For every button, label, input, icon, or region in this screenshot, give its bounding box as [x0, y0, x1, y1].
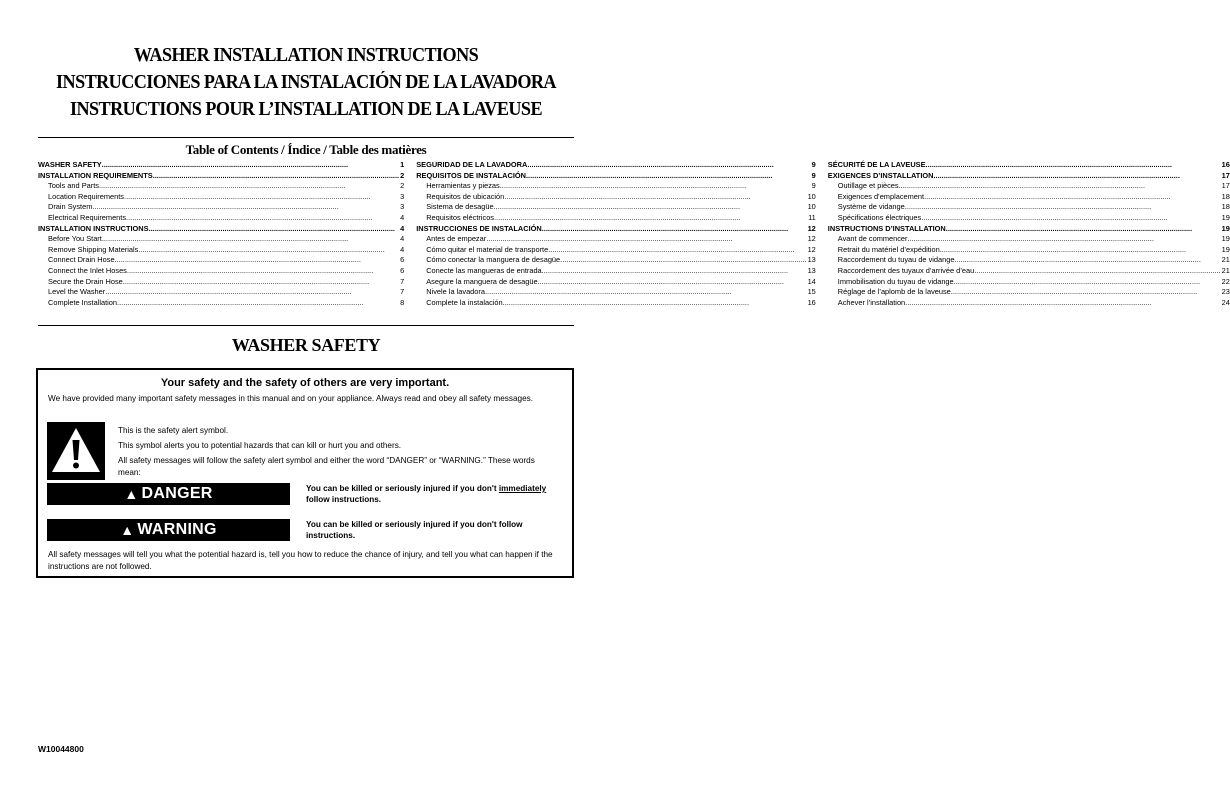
toc-entry-page: 12	[807, 244, 816, 254]
toc-entry-label: Exigences d’emplacement	[837, 191, 925, 201]
alert-triangle-icon: ▲	[124, 486, 139, 502]
document-titles	[0, 42, 612, 123]
toc-leader-dots	[494, 213, 807, 224]
toc-entry	[38, 202, 404, 213]
toc-entry	[416, 234, 816, 245]
toc-entry	[828, 234, 1230, 245]
toc-entry-page: 18	[1221, 191, 1230, 201]
toc-entry	[828, 181, 1230, 192]
danger-text: You can be killed or seriously injured if you don't	[306, 484, 499, 493]
toc-entry-label: Immobilisation du tuyau de vidange	[837, 276, 954, 286]
toc-entry-label: Complete Installation	[48, 297, 118, 307]
toc-entry-page: 3	[400, 202, 405, 212]
toc-entry-label: Achever l’installation	[837, 297, 906, 307]
toc-leader-dots	[954, 277, 1221, 288]
danger-signal-box	[47, 483, 290, 505]
toc-entry-label: Complete la instalación	[426, 297, 503, 307]
toc-entry-page: 9	[811, 181, 816, 191]
toc-entry	[38, 181, 404, 192]
toc-entry-page: 6	[400, 265, 405, 275]
toc-leader-dots	[926, 160, 1221, 171]
toc-leader-dots	[117, 298, 399, 309]
toc-entry-page: 16	[807, 297, 816, 307]
toc-entry	[416, 171, 816, 182]
toc-entry	[38, 192, 404, 203]
toc-leader-dots	[486, 234, 806, 245]
toc-leader-dots	[538, 277, 807, 288]
toc-entry-page: 10	[807, 191, 816, 201]
table-of-contents	[38, 160, 1230, 308]
toc-leader-dots	[102, 160, 399, 171]
toc-entry	[416, 255, 816, 266]
toc-leader-dots	[503, 298, 807, 309]
toc-entry-label: Drain System	[48, 202, 93, 212]
safety-alert-icon	[47, 422, 105, 480]
danger-word: DANGER	[141, 485, 213, 502]
toc-entry-label: Connect the Inlet Hoses	[48, 265, 127, 275]
toc-entry-page: 12	[807, 234, 816, 244]
toc-entry-label: Cómo quitar el material de transporte	[426, 244, 549, 254]
toc-title: Table of Contents / Índice / Table des matières	[185, 142, 427, 157]
toc-entry	[38, 245, 404, 256]
toc-entry-label: INSTALLATION REQUIREMENTS	[38, 170, 153, 180]
toc-entry-label: Asegure la manguera de desagüe	[426, 276, 538, 286]
toc-entry-page: 19	[1221, 212, 1230, 222]
toc-leader-dots	[138, 245, 399, 256]
toc-leader-dots	[99, 181, 399, 192]
toc-entry-page: 17	[1221, 170, 1230, 180]
toc-entry-label: INSTALLATION INSTRUCTIONS	[38, 223, 149, 233]
title-spanish: INSTRUCCIONES PARA LA INSTALACIÓN DE LA LAVADORA	[56, 72, 556, 93]
warning-word: WARNING	[137, 521, 217, 538]
toc-entry-page: 6	[400, 255, 405, 265]
toc-entry-label: Level the Washer	[48, 287, 106, 297]
toc-entry-page: 12	[807, 223, 816, 233]
toc-entry	[828, 224, 1230, 235]
toc-entry-label: Avant de commencer	[837, 234, 908, 244]
toc-entry-label: SÉCURITÉ DE LA LAVEUSE	[827, 160, 926, 169]
toc-entry	[828, 192, 1230, 203]
toc-entry-page: 1	[400, 160, 405, 169]
toc-entry-label: Retrait du matériel d’expédition	[837, 244, 940, 254]
toc-entry-label: Location Requirements	[48, 191, 125, 201]
toc-leader-dots	[485, 287, 807, 298]
toc-entry-label: Connect Drain Hose	[48, 255, 115, 265]
toc-entry	[828, 202, 1230, 213]
toc-entry	[828, 213, 1230, 224]
toc-entry-label: INSTRUCTIONS D’INSTALLATION	[827, 223, 946, 233]
title-english: WASHER INSTALLATION INSTRUCTIONS	[133, 45, 479, 66]
alert-line: All safety messages will follow the safety alert symbol and either the word “DANGER” or “WARNING.” These words mean:	[118, 456, 535, 477]
toc-leader-dots	[494, 202, 807, 213]
toc-column-french	[828, 160, 1230, 308]
toc-entry-label: SEGURIDAD DE LA LAVADORA	[416, 160, 528, 169]
toc-entry-label: Requisitos eléctricos	[426, 212, 494, 222]
toc-entry	[38, 255, 404, 266]
toc-entry-page: 9	[811, 170, 816, 180]
part-number: W10044800	[38, 744, 84, 754]
toc-divider	[38, 325, 574, 326]
toc-entry	[416, 277, 816, 288]
toc-entry	[416, 181, 816, 192]
toc-leader-dots	[149, 224, 400, 235]
section-title: WASHER SAFETY	[231, 335, 381, 355]
toc-leader-dots	[954, 255, 1220, 266]
toc-entry-label: Antes de empezar	[426, 234, 487, 244]
toc-entry	[38, 224, 404, 235]
toc-entry-page: 10	[807, 202, 816, 212]
title-french: INSTRUCTIONS POUR L’INSTALLATION DE LA LAVEUSE	[69, 99, 543, 120]
alert-line: This symbol alerts you to potential hazards that can kill or hurt you and others.	[118, 441, 402, 451]
toc-leader-dots	[940, 245, 1221, 256]
toc-entry	[416, 160, 816, 171]
toc-entry	[416, 213, 816, 224]
toc-entry-page: 24	[1221, 297, 1230, 307]
toc-entry-page: 9	[811, 160, 816, 169]
toc-leader-dots	[974, 266, 1220, 277]
toc-entry	[828, 277, 1230, 288]
toc-column-spanish	[416, 160, 816, 308]
toc-entry-label: EXIGENCES D’INSTALLATION	[827, 170, 934, 180]
toc-leader-dots	[924, 192, 1221, 203]
alert-triangle-icon: ▲	[120, 522, 135, 538]
toc-entry-page: 13	[807, 255, 816, 265]
toc-entry-page: 17	[1221, 181, 1230, 191]
toc-entry-label: Requisitos de ubicación	[426, 191, 505, 201]
toc-leader-dots	[548, 245, 806, 256]
toc-entry	[828, 255, 1230, 266]
toc-entry-label: Secure the Drain Hose	[48, 276, 123, 286]
top-divider	[38, 137, 574, 138]
safety-heading: Your safety and the safety of others are very important.	[160, 377, 450, 389]
toc-entry	[416, 202, 816, 213]
alert-explanation	[118, 425, 558, 482]
toc-entry	[38, 277, 404, 288]
toc-entry-page: 19	[1221, 234, 1230, 244]
toc-entry	[416, 224, 816, 235]
toc-entry-label: Sistema de desagüe	[426, 202, 494, 212]
toc-entry-page: 3	[400, 191, 405, 201]
toc-entry	[38, 213, 404, 224]
toc-entry	[828, 171, 1230, 182]
toc-entry-page: 4	[400, 244, 405, 254]
toc-entry	[828, 298, 1230, 309]
toc-leader-dots	[153, 171, 399, 182]
toc-entry	[38, 234, 404, 245]
toc-entry-label: WASHER SAFETY	[38, 160, 102, 169]
toc-leader-dots	[905, 202, 1221, 213]
toc-leader-dots	[560, 255, 806, 266]
toc-entry-page: 14	[807, 276, 816, 286]
toc-entry-label: Outillage et pièces	[837, 181, 899, 191]
toc-entry-page: 2	[400, 170, 405, 180]
toc-entry-label: REQUISITOS DE INSTALACIÓN	[416, 170, 526, 180]
danger-emphasis: immediately	[498, 484, 547, 493]
safety-intro: We have provided many important safety messages in this manual and on your appliance. Always read and obey all safety messages.	[48, 394, 533, 403]
toc-entry	[416, 298, 816, 309]
toc-entry-label: Cómo conectar la manguera de desagüe	[426, 255, 561, 265]
toc-leader-dots	[946, 224, 1221, 235]
toc-entry-label: Tools and Parts	[48, 181, 99, 191]
toc-entry-label: Electrical Requirements	[48, 212, 127, 222]
toc-entry-page: 13	[807, 265, 816, 275]
toc-entry-page: 21	[1221, 265, 1230, 275]
toc-entry	[416, 266, 816, 277]
toc-column-english	[38, 160, 404, 308]
toc-leader-dots	[92, 202, 399, 213]
safety-footer: All safety messages will tell you what the potential hazard is, tell you how to reduce the chance of injury, and tell you what can happen if the instructions are not followed.	[48, 550, 553, 571]
toc-entry-label: Réglage de l’aplomb de la laveuse	[837, 287, 951, 297]
toc-entry	[416, 192, 816, 203]
alert-line: This is the safety alert symbol.	[118, 426, 229, 435]
toc-entry-page: 4	[400, 212, 405, 222]
toc-entry	[828, 266, 1230, 277]
toc-entry-page: 18	[1221, 202, 1230, 212]
toc-entry	[38, 171, 404, 182]
toc-entry-page: 15	[807, 287, 816, 297]
toc-entry-page: 4	[400, 223, 405, 233]
toc-entry-label: Conecte las mangueras de entrada	[426, 265, 542, 275]
toc-entry	[416, 245, 816, 256]
toc-leader-dots	[908, 234, 1221, 245]
danger-text-end: follow instructions.	[306, 495, 382, 504]
toc-leader-dots	[527, 160, 810, 171]
toc-entry-page: 21	[1221, 255, 1230, 265]
toc-entry	[38, 287, 404, 298]
toc-entry-page: 7	[400, 276, 405, 286]
toc-leader-dots	[504, 192, 806, 203]
toc-entry-label: Herramientas y piezas	[426, 181, 500, 191]
toc-entry-page: 22	[1221, 276, 1230, 286]
toc-entry	[38, 266, 404, 277]
toc-leader-dots	[102, 234, 399, 245]
toc-leader-dots	[126, 213, 399, 224]
safety-box	[36, 368, 574, 578]
toc-leader-dots	[899, 181, 1221, 192]
toc-entry-page: 19	[1221, 223, 1230, 233]
toc-entry-label: Nivele la lavadora	[426, 287, 485, 297]
toc-entry	[828, 245, 1230, 256]
toc-leader-dots	[933, 171, 1220, 182]
warning-description: You can be killed or seriously injured if you don't follow instructions.	[306, 520, 523, 540]
toc-entry-page: 16	[1221, 160, 1230, 169]
toc-leader-dots	[500, 181, 811, 192]
toc-entry-label: Système de vidange	[837, 202, 905, 212]
toc-entry-label: Raccordement des tuyaux d’arrivée d’eau	[837, 265, 975, 275]
toc-leader-dots	[127, 266, 399, 277]
toc-leader-dots	[905, 298, 1220, 309]
toc-entry-label: INSTRUCCIONES DE INSTALACIÓN	[416, 223, 542, 233]
danger-description	[306, 483, 568, 505]
toc-leader-dots	[921, 213, 1220, 224]
toc-entry	[416, 287, 816, 298]
toc-leader-dots	[123, 277, 399, 288]
toc-entry-label: Before You Start	[48, 234, 102, 244]
toc-entry-page: 4	[400, 234, 405, 244]
toc-leader-dots	[124, 192, 399, 203]
toc-entry-page: 11	[808, 212, 816, 222]
toc-entry-label: Remove Shipping Materials	[48, 244, 139, 254]
toc-entry-page: 8	[400, 297, 405, 307]
toc-entry	[828, 287, 1230, 298]
toc-entry-label: Raccordement du tuyau de vidange	[837, 255, 955, 265]
toc-entry-page: 2	[400, 181, 405, 191]
toc-leader-dots	[542, 266, 807, 277]
toc-leader-dots	[951, 287, 1221, 298]
toc-entry	[38, 298, 404, 309]
toc-entry-page: 23	[1221, 287, 1230, 297]
toc-entry	[828, 160, 1230, 171]
toc-entry-page: 7	[400, 287, 405, 297]
toc-leader-dots	[542, 224, 807, 235]
warning-signal-box	[47, 519, 290, 541]
toc-leader-dots	[526, 171, 811, 182]
toc-leader-dots	[105, 287, 399, 298]
toc-entry-label: Spécifications électriques	[837, 212, 922, 222]
toc-leader-dots	[115, 255, 400, 266]
toc-entry-page: 19	[1221, 244, 1230, 254]
toc-entry	[38, 160, 404, 171]
